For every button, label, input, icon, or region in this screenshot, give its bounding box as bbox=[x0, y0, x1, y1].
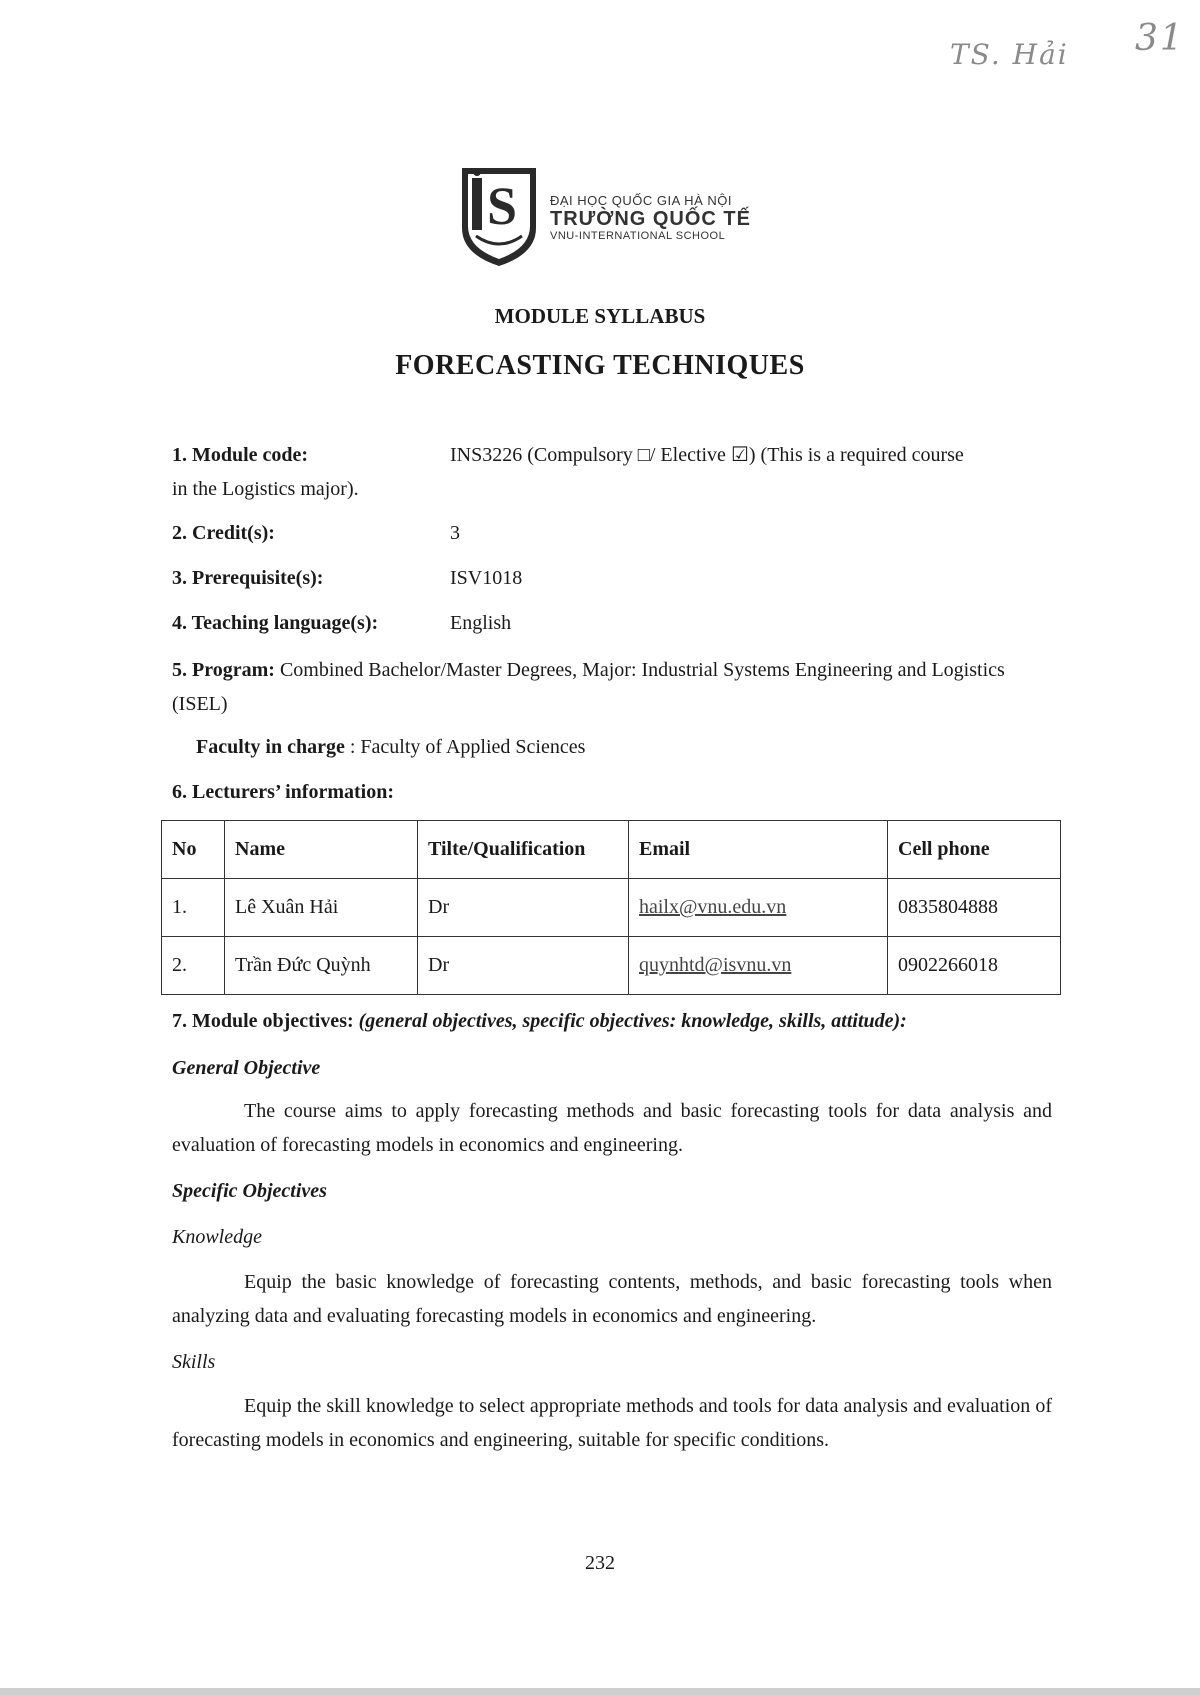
module-code-field bbox=[172, 438, 1052, 506]
handwritten-page-number: 31 bbox=[1135, 18, 1185, 59]
objectives-heading-note: (general objectives, specific objectives: knowledge, skills, attitude): bbox=[358, 1010, 907, 1032]
teaching-language-field bbox=[172, 612, 511, 635]
table-row bbox=[162, 937, 1061, 995]
col-header-email: Email bbox=[629, 821, 888, 879]
faculty-field bbox=[196, 736, 585, 759]
general-objective-heading: General Objective bbox=[172, 1057, 321, 1079]
school-shield-icon bbox=[458, 166, 540, 268]
credits-label: 2. Credit(s): bbox=[172, 522, 275, 544]
cell-email bbox=[629, 879, 888, 937]
program-label: 5. Program: bbox=[172, 659, 275, 681]
cell-name: Trần Đức Quỳnh bbox=[225, 937, 418, 995]
cell-title: Dr bbox=[418, 879, 629, 937]
col-header-title: Tilte/Qualification bbox=[418, 821, 629, 879]
specific-objectives-heading: Specific Objectives bbox=[172, 1180, 327, 1202]
faculty-label: Faculty in charge bbox=[196, 736, 345, 758]
prerequisites-label: 3. Prerequisite(s): bbox=[172, 567, 324, 589]
scan-edge bbox=[0, 1688, 1200, 1695]
module-code-value: INS3226 (Compulsory □/ Elective ☑) (This is a required course bbox=[450, 444, 964, 466]
prerequisites-value: ISV1018 bbox=[450, 567, 523, 589]
teaching-language-value: English bbox=[450, 612, 512, 634]
svg-text:S: S bbox=[486, 176, 518, 236]
table-header-row bbox=[162, 821, 1061, 879]
cell-phone: 0902266018 bbox=[888, 937, 1061, 995]
knowledge-heading: Knowledge bbox=[172, 1226, 262, 1248]
cell-title: Dr bbox=[418, 937, 629, 995]
cell-phone: 0835804888 bbox=[888, 879, 1061, 937]
cell-email bbox=[629, 937, 888, 995]
col-header-no: No bbox=[162, 821, 225, 879]
table-row bbox=[162, 879, 1061, 937]
skills-text: Equip the skill knowledge to select appropriate methods and tools for data analysis and evaluation of forecasting models in economics and engineering, suitable for specific conditions. bbox=[172, 1395, 1052, 1451]
prerequisites-field bbox=[172, 567, 522, 590]
email-link[interactable]: quynhtd@isvnu.vn bbox=[639, 954, 792, 976]
logo-university-name: ĐẠI HỌC QUỐC GIA HÀ NỘI bbox=[550, 192, 732, 208]
lecturers-table bbox=[161, 820, 1061, 995]
cell-no: 2. bbox=[162, 937, 225, 995]
teaching-language-label: 4. Teaching language(s): bbox=[172, 612, 379, 634]
lecturers-heading: 6. Lecturers’ information: bbox=[172, 781, 394, 803]
handwritten-author-note: TS. Hải bbox=[950, 38, 1069, 71]
module-code-continuation: in the Logistics major). bbox=[172, 478, 359, 500]
col-header-name: Name bbox=[225, 821, 418, 879]
col-header-phone: Cell phone bbox=[888, 821, 1061, 879]
cell-no: 1. bbox=[162, 879, 225, 937]
knowledge-text: Equip the basic knowledge of forecasting contents, methods, and basic forecasting tools when analyzing data and evaluating forecasting models in economics and engineering. bbox=[172, 1271, 1052, 1327]
faculty-value: : Faculty of Applied Sciences bbox=[349, 736, 586, 758]
logo-school-english: VNU-INTERNATIONAL SCHOOL bbox=[550, 229, 726, 242]
logo-school-name: TRƯỜNG QUỐC TẾ bbox=[550, 207, 751, 230]
objectives-heading bbox=[172, 1010, 907, 1033]
module-code-label: 1. Module code: bbox=[172, 444, 309, 466]
document-label: MODULE SYLLABUS bbox=[494, 304, 706, 328]
document-title: FORECASTING TECHNIQUES bbox=[395, 350, 805, 381]
program-value: Combined Bachelor/Master Degrees, Major: Industrial Systems Engineering and Logistics (ISEL) bbox=[172, 659, 1005, 715]
page-number: 232 bbox=[585, 1552, 615, 1574]
school-logo bbox=[458, 166, 751, 268]
cell-name: Lê Xuân Hải bbox=[225, 879, 418, 937]
program-field bbox=[172, 653, 1052, 721]
email-link[interactable]: hailx@vnu.edu.vn bbox=[639, 896, 787, 918]
general-objective-text: The course aims to apply forecasting methods and basic forecasting tools for data analysis and evaluation of forecasting models in economics and engineering. bbox=[172, 1100, 1052, 1156]
skills-heading: Skills bbox=[172, 1351, 216, 1373]
credits-value: 3 bbox=[450, 522, 460, 544]
credits-field bbox=[172, 522, 460, 545]
objectives-heading-label: 7. Module objectives: bbox=[172, 1010, 354, 1032]
